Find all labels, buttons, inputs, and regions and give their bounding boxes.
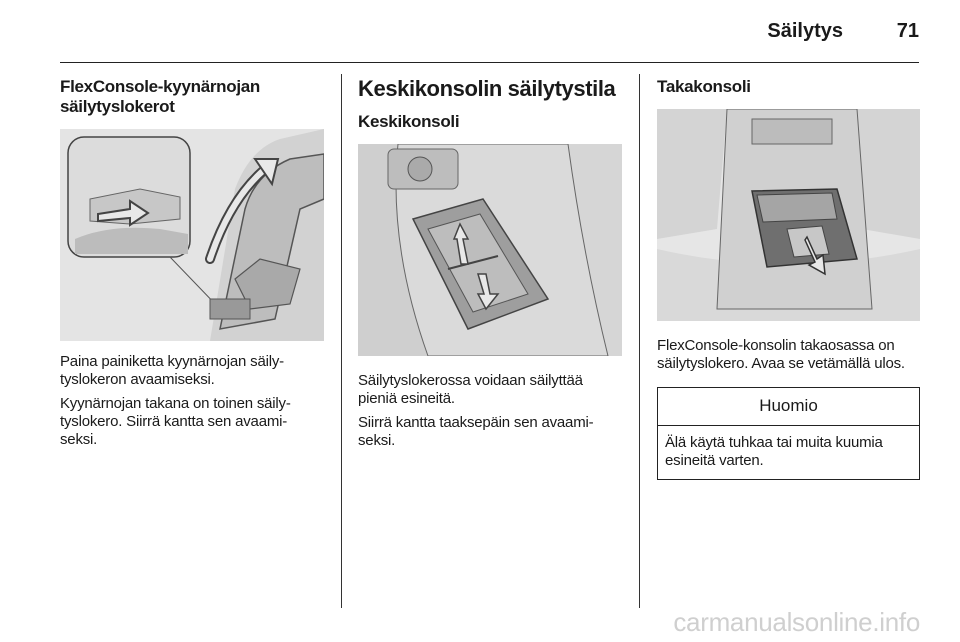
heading-flexconsole: FlexConsole-kyynärnojan säilytyslokerot bbox=[60, 77, 260, 116]
heading-center-console-storage: Keskikonsolin säilytystila bbox=[358, 76, 616, 101]
center-console-illustration bbox=[358, 144, 622, 356]
armrest-storage-illustration bbox=[60, 129, 324, 341]
paragraph-second-compartment: Kyynärnojan takana on toinen säily-tyslokero. Siirrä kantta sen avaami-seksi. bbox=[60, 395, 291, 448]
subheading-center-console: Keskikonsoli bbox=[358, 112, 460, 131]
paragraph-open-armrest: Paina painiketta kyynärnojan säily-tyslokeron avaamiseksi. bbox=[60, 353, 284, 388]
page-number: 71 bbox=[896, 20, 919, 42]
column-flexconsole bbox=[60, 62, 324, 449]
paragraph-pull-out: FlexConsole-konsolin takaosassa on säilytyslokero. Avaa se vetämällä ulos. bbox=[657, 337, 905, 372]
page-header bbox=[60, 0, 919, 63]
paragraph-small-items: Säilytyslokerossa voidaan säilyttää pieniä esineitä. bbox=[358, 372, 583, 407]
column-rear-console bbox=[657, 62, 920, 480]
caution-note bbox=[657, 387, 920, 480]
column-divider-1 bbox=[341, 74, 342, 608]
watermark-text: carmanualsonline.info bbox=[673, 607, 920, 637]
note-body bbox=[658, 426, 919, 479]
column-divider-2 bbox=[639, 74, 640, 608]
rear-console-illustration bbox=[657, 109, 920, 321]
column-center-console bbox=[358, 62, 622, 450]
note-title: Huomio bbox=[658, 388, 919, 426]
section-title: Säilytys bbox=[767, 20, 843, 42]
paragraph-slide-cover: Siirrä kantta taaksepäin sen avaami-seksi. bbox=[358, 414, 594, 449]
note-text: Älä käytä tuhkaa tai muita kuumia esineitä varten. bbox=[665, 434, 883, 469]
heading-rear-console: Takakonsoli bbox=[657, 77, 751, 96]
